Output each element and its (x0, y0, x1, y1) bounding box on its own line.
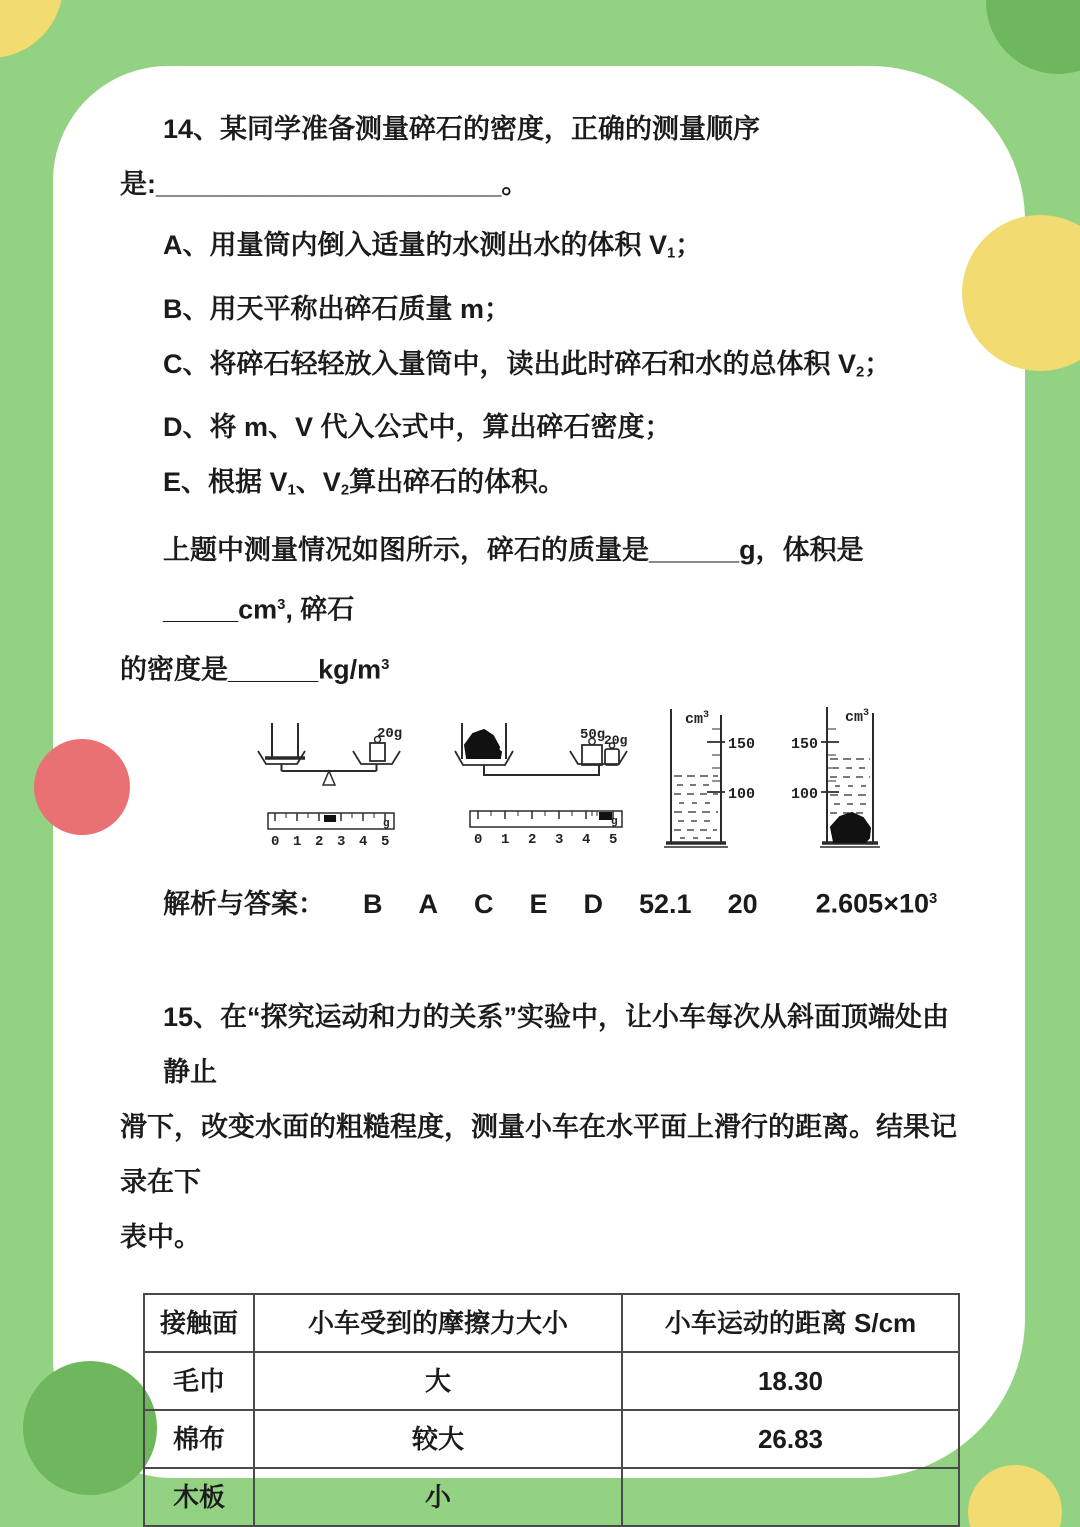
rider-scale-1 (268, 813, 394, 829)
volume-blank: _____ (163, 594, 239, 625)
option-e: E、根据 $V_1$、$V_2$算出碎石的体积。 (163, 467, 566, 500)
table-header-row (144, 1294, 959, 1352)
measure-line1: 上题中测量情况如图所示，碎石的质量是______g，体积是$\_\_\_\_\_cm^3$, 碎石 (163, 535, 864, 625)
graduated-cylinder-2 (820, 707, 880, 847)
table-row: 毛巾 大 18.30 (144, 1352, 959, 1410)
svg-text:4: 4 (359, 834, 368, 851)
answer-label: 解析与答案： (163, 889, 325, 920)
header-distance: 小车运动的距离 S/cm (622, 1294, 959, 1352)
svg-text:5: 5 (609, 832, 618, 849)
q15-stem (120, 990, 973, 1265)
q14-stem-line2 (120, 157, 973, 212)
cylinder-1-mark-150: 150 (728, 736, 756, 754)
water-2 (830, 759, 870, 813)
svg-text:4: 4 (582, 832, 591, 849)
decor-circle-yellow-top-left (0, 0, 63, 58)
cylinder-1-unit: $cm^3$ (685, 710, 710, 729)
ruler-unit-2: g (611, 816, 618, 829)
answer-density: $2.605\times 10^3$ (815, 889, 938, 920)
q14-measure-lines (120, 523, 973, 697)
measure-line2: 的密度是$\_\_\_\_\_\_kg/m^3$ (120, 654, 390, 685)
worksheet-content (53, 66, 1025, 1512)
q15-line3: 表中。 (120, 1222, 201, 1253)
svg-text:0: 0 (474, 832, 483, 849)
cylinder-2-unit: $cm^3$ (845, 708, 870, 727)
svg-text:1: 1 (293, 834, 302, 851)
q14-options (120, 218, 973, 519)
cylinder-2-mark-150: 150 (791, 736, 819, 754)
q15-number: 15、 (163, 1002, 221, 1033)
rider-1 (324, 815, 336, 822)
graduated-cylinder-1 (664, 709, 728, 847)
weight-label-20g-1: 20g (377, 726, 403, 743)
table-row: 木板 小 (144, 1468, 959, 1526)
decor-circle-green-top-right (986, 0, 1080, 74)
svg-text:0: 0 (271, 834, 280, 851)
svg-text:3: 3 (555, 832, 564, 849)
option-c: C、将碎石轻轻放入量筒中，读出此时碎石和水的总体积 $V_2$； (163, 348, 892, 381)
q14-line2-period: 。 (501, 169, 529, 199)
experiment-figure-svg (255, 705, 915, 853)
table-row: 棉布 较大 26.83 (144, 1410, 959, 1468)
svg-text:3: 3 (337, 834, 346, 851)
density-blank: ______ (228, 654, 319, 685)
header-friction: 小车受到的摩擦力大小 (254, 1294, 622, 1352)
q15-line1: 15、在“探究运动和力的关系”实验中，让小车每次从斜面顶端处由静止 (163, 1002, 950, 1088)
header-surface: 接触面 (144, 1294, 254, 1352)
option-d: D、将 m、V 代入公式中，算出碎石密度； (163, 412, 672, 443)
friction-distance-table (143, 1293, 960, 1527)
weight-label-50g: 50g (580, 727, 606, 744)
water-1 (674, 776, 718, 838)
cylinder-1-mark-100: 100 (728, 786, 756, 804)
q14-stem-text: 某同学准备测量碎石的密度，正确的测量顺序 (220, 114, 761, 144)
crushed-stone-in-cylinder (831, 813, 870, 842)
option-b: B、用天平称出碎石质量 m； (163, 293, 512, 324)
q14-stem-line1 (120, 102, 973, 157)
mass-blank: ______ (649, 535, 740, 566)
option-a: A、用量筒内倒入适量的水测出水的体积 $V_1$； (163, 230, 703, 262)
ruler-unit-1: g (383, 818, 390, 831)
rider-scale-2 (470, 811, 622, 827)
answer-values: B A C E D 52.1 20 (363, 889, 758, 920)
weight-label-20g-2: 20g (604, 733, 628, 749)
q14-number: 14、 (163, 114, 221, 144)
svg-text:2: 2 (528, 832, 537, 849)
experiment-figure (255, 705, 915, 853)
answer-line (120, 879, 973, 924)
q14-answer-blank: _______________________ (156, 169, 502, 199)
svg-text:2: 2 (315, 834, 324, 851)
svg-text:1: 1 (501, 832, 510, 849)
q14-line2-label: 是: (120, 169, 156, 199)
q15-line2: 滑下，改变水面的粗糙程度，测量小车在水平面上滑行的距离。结果记录在下 (120, 1112, 957, 1198)
svg-text:5: 5 (381, 834, 390, 851)
cylinder-2-mark-100: 100 (791, 786, 819, 804)
